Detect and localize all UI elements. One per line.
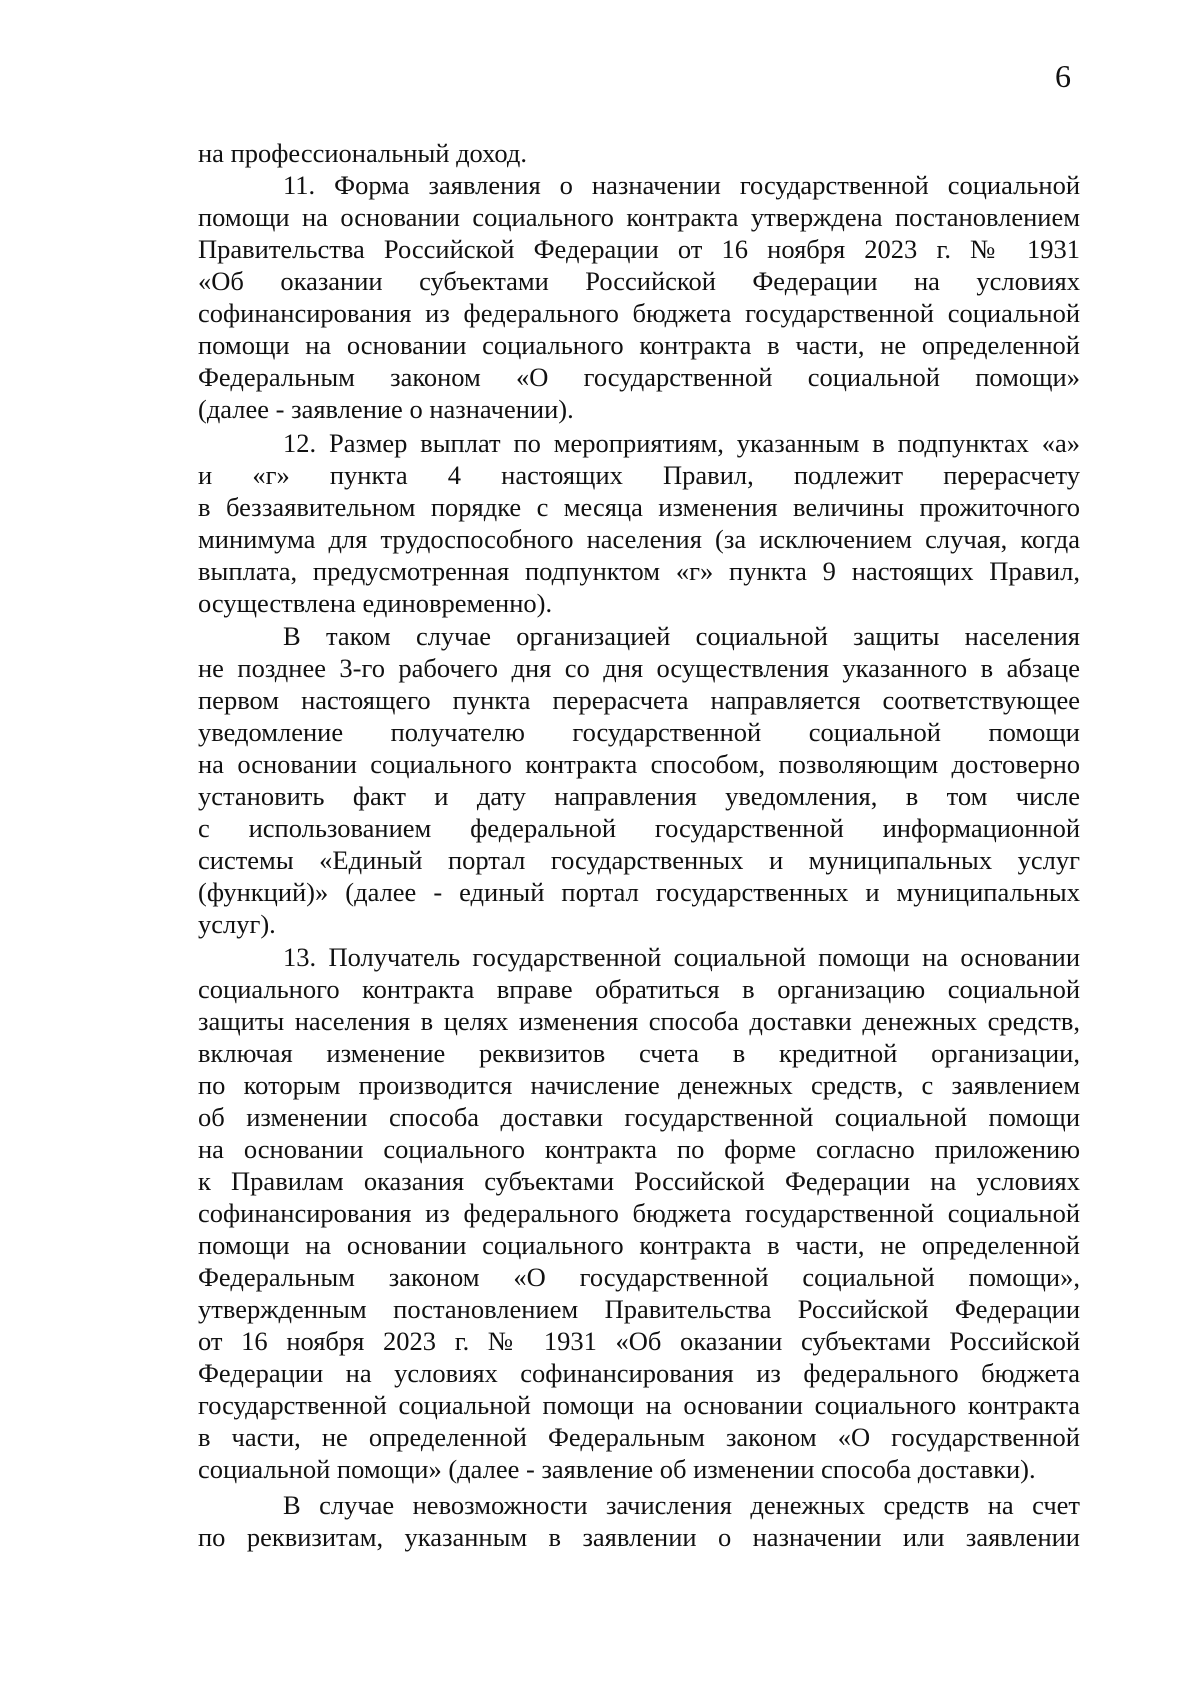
text-line: защиты населения в целях изменения способа доставки денежных средств, <box>198 1006 1080 1036</box>
text-line: софинансирования из федерального бюджета государственной социальной <box>198 1198 1080 1228</box>
text-line: на профессиональный доход. <box>198 138 527 168</box>
text-line: (функций)» (далее - единый портал государственных и муниципальных <box>198 877 1080 907</box>
text-line: Федеральным законом «О государственной социальной помощи» <box>198 362 1080 392</box>
text-line: минимума для трудоспособного населения (за исключением случая, когда <box>198 524 1080 554</box>
text-line: системы «Единый портал государственных и муниципальных услуг <box>198 845 1080 875</box>
text-line: 13. Получатель государственной социальной помощи на основании <box>283 942 1080 972</box>
text-line: 12. Размер выплат по мероприятиям, указанным в подпунктах «а» <box>283 428 1080 458</box>
text-line: на основании социального контракта по форме согласно приложению <box>198 1134 1080 1164</box>
text-line: «Об оказании субъектами Российской Федерации на условиях <box>198 266 1080 296</box>
text-line: уведомление получателю государственной социальной помощи <box>198 717 1080 747</box>
text-line: 11. Форма заявления о назначении государственной социальной <box>283 170 1080 200</box>
text-line: В таком случае организацией социальной защиты населения <box>283 621 1080 651</box>
text-line: выплата, предусмотренная подпунктом «г» пункта 9 настоящих Правил, <box>198 556 1080 586</box>
text-line: об изменении способа доставки государственной социальной помощи <box>198 1102 1080 1132</box>
text-line: Правительства Российской Федерации от 16 ноября 2023 г. № 1931 <box>198 234 1080 264</box>
text-line: по которым производится начисление денежных средств, с заявлением <box>198 1070 1080 1100</box>
text-line: помощи на основании социального контракта в части, не определенной <box>198 330 1080 360</box>
text-line: осуществлена единовременно). <box>198 588 553 618</box>
text-line: услуг). <box>198 909 276 939</box>
text-line: первом настоящего пункта перерасчета направляется соответствующее <box>198 685 1080 715</box>
text-line: социального контракта вправе обратиться в организацию социальной <box>198 974 1080 1004</box>
text-line: от 16 ноября 2023 г. № 1931 «Об оказании субъектами Российской <box>198 1326 1080 1356</box>
text-line: В случае невозможности зачисления денежных средств на счет <box>283 1490 1080 1520</box>
text-line: не позднее 3-го рабочего дня со дня осуществления указанного в абзаце <box>198 653 1080 683</box>
text-line: включая изменение реквизитов счета в кредитной организации, <box>198 1038 1080 1068</box>
text-line: и «г» пункта 4 настоящих Правил, подлежит перерасчету <box>198 460 1080 490</box>
text-line: Федерации на условиях софинансирования из федерального бюджета <box>198 1358 1080 1388</box>
text-line: к Правилам оказания субъектами Российской Федерации на условиях <box>198 1166 1080 1196</box>
text-line: с использованием федеральной государственной информационной <box>198 813 1080 843</box>
text-line: утвержденным постановлением Правительства Российской Федерации <box>198 1294 1080 1324</box>
text-line: на основании социального контракта способом, позволяющим достоверно <box>198 749 1080 779</box>
text-line: Федеральным законом «О государственной социальной помощи», <box>198 1262 1080 1292</box>
text-line: государственной социальной помощи на основании социального контракта <box>198 1390 1080 1420</box>
page-number: 6 <box>1055 58 1071 94</box>
text-line: софинансирования из федерального бюджета государственной социальной <box>198 298 1080 328</box>
text-line: установить факт и дату направления уведомления, в том числе <box>198 781 1080 811</box>
text-line: по реквизитам, указанным в заявлении о назначении или заявлении <box>198 1522 1080 1552</box>
text-line: (далее - заявление о назначении). <box>198 394 574 424</box>
text-line: помощи на основании социального контракта утверждена постановлением <box>198 202 1080 232</box>
text-line: помощи на основании социального контракта в части, не определенной <box>198 1230 1080 1260</box>
text-line: социальной помощи» (далее - заявление об изменении способа доставки). <box>198 1454 1036 1484</box>
text-line: в части, не определенной Федеральным законом «О государственной <box>198 1422 1080 1452</box>
text-line: в беззаявительном порядке с месяца изменения величины прожиточного <box>198 492 1080 522</box>
